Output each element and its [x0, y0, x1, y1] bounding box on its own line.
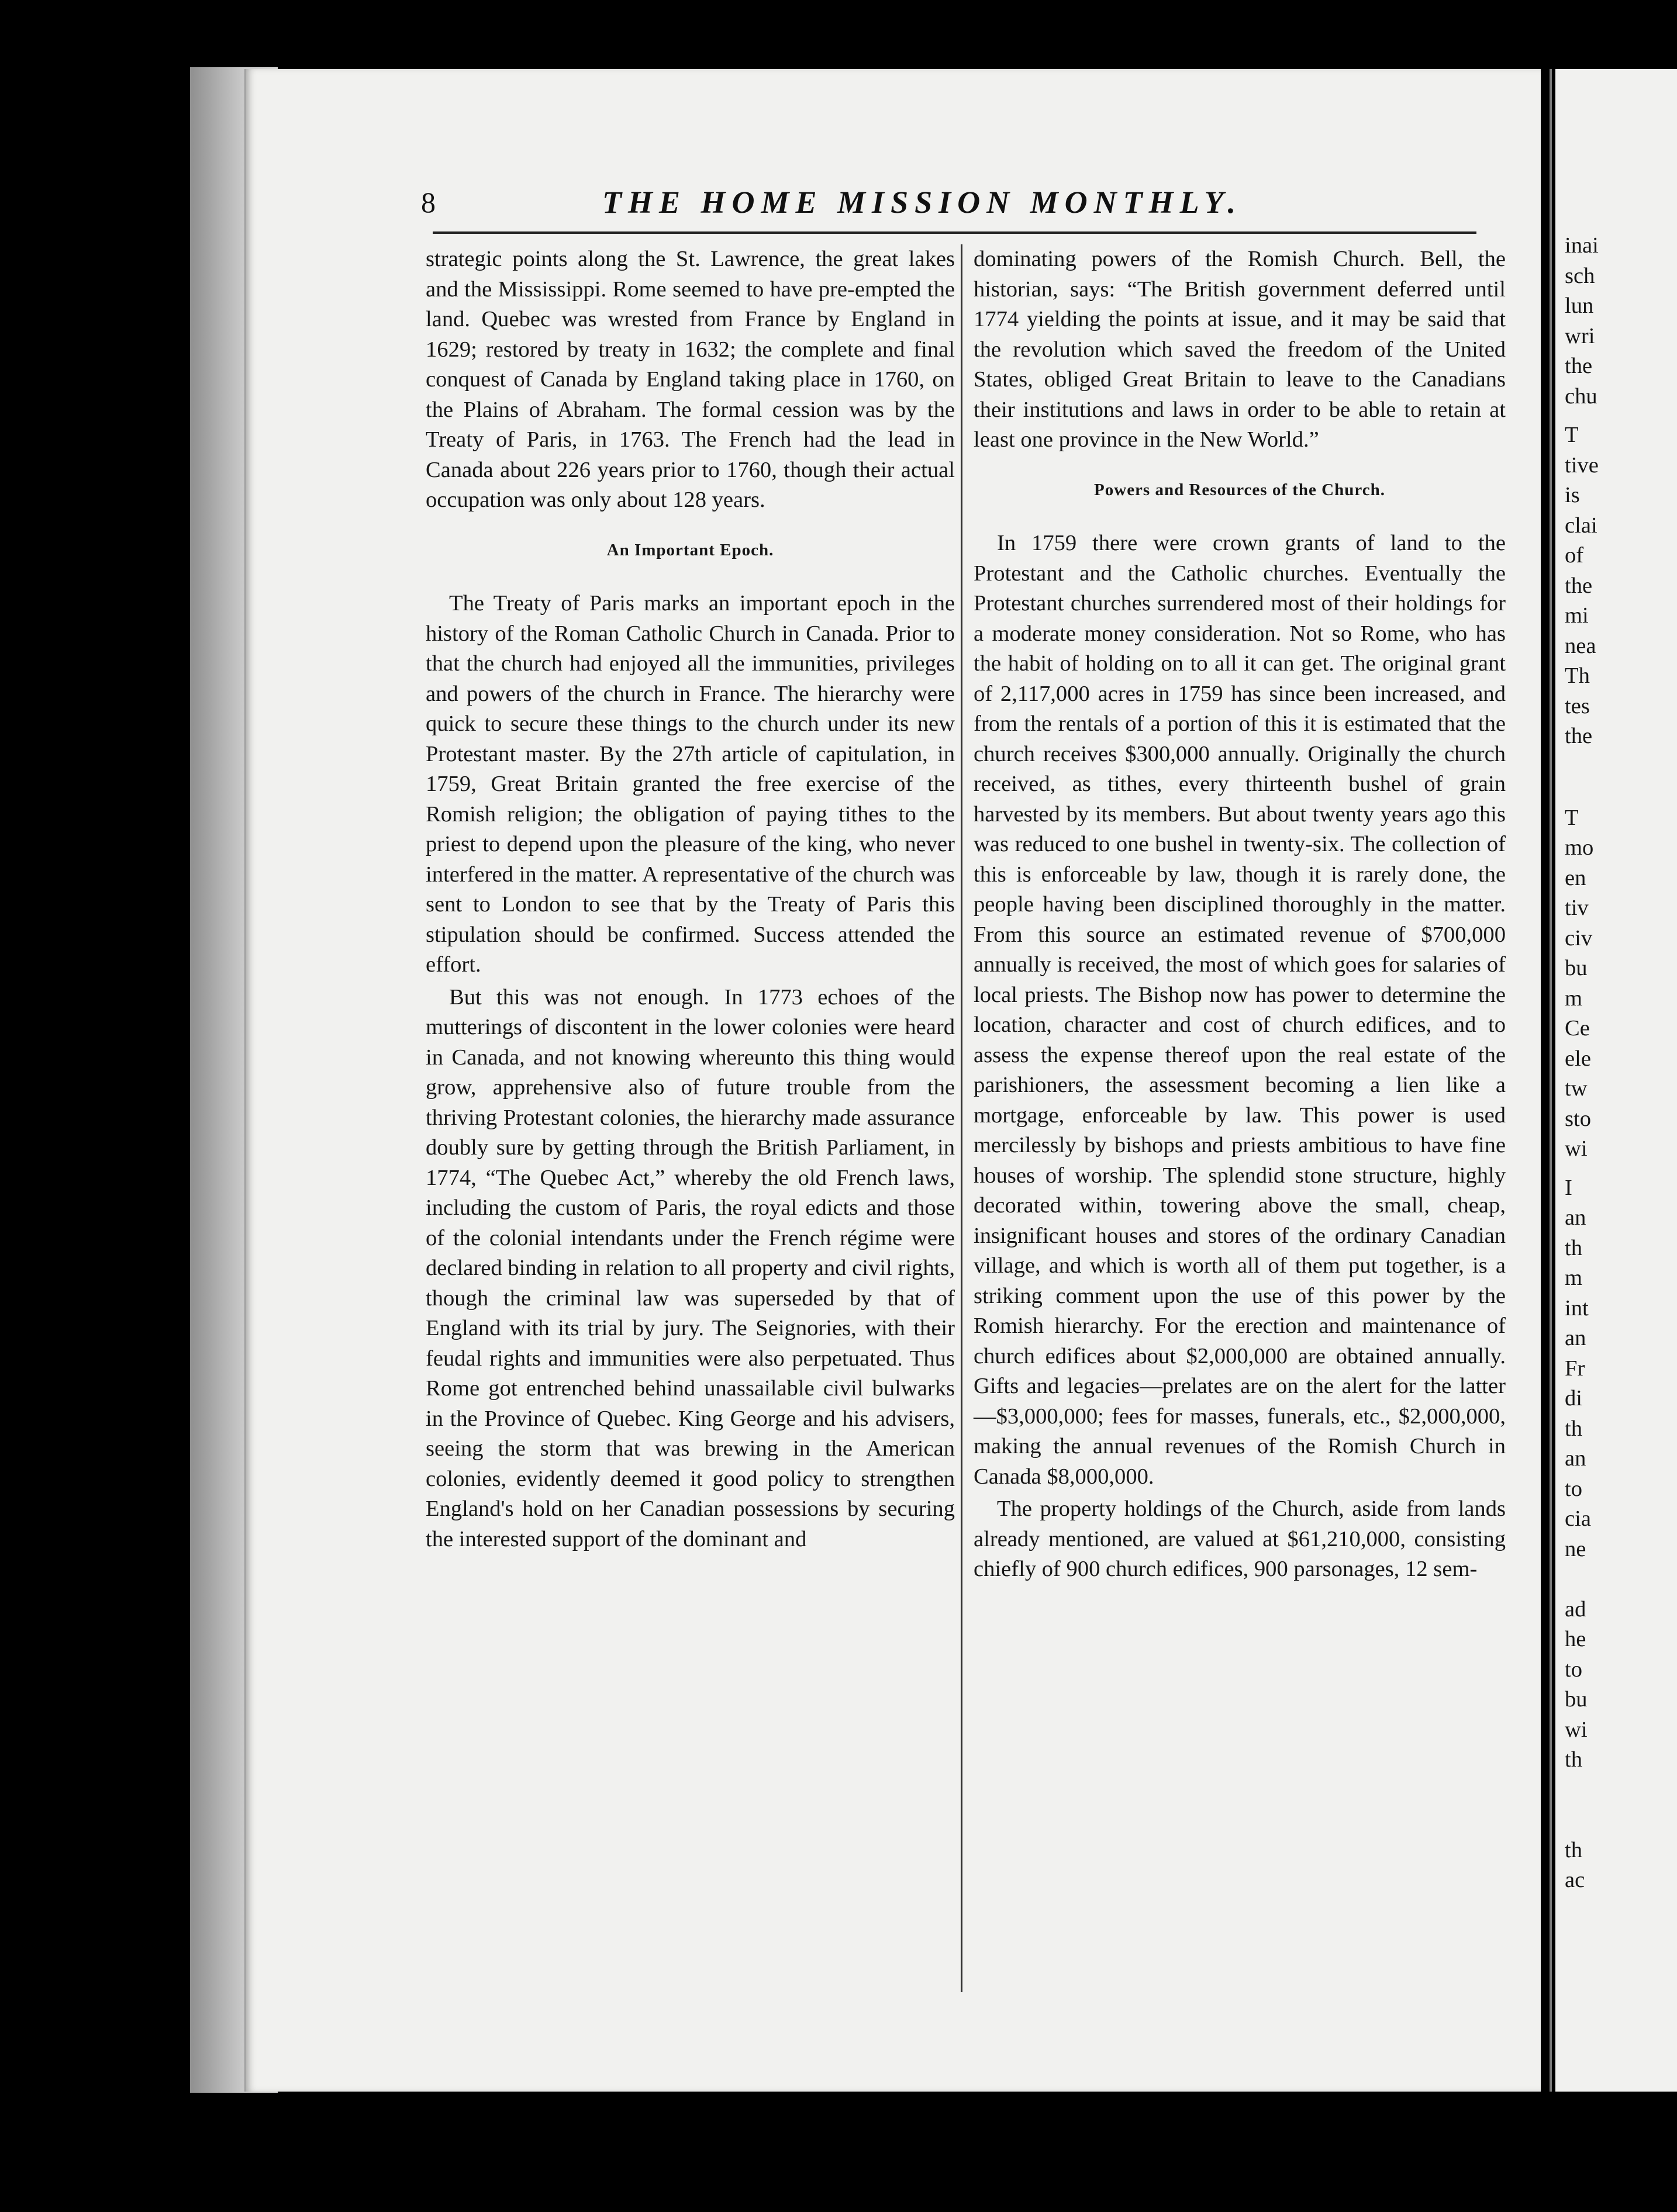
facing-page-fragment: th [1565, 1416, 1583, 1441]
facing-page-fragment: bu [1565, 956, 1588, 980]
paragraph: The Treaty of Paris marks an important epoch in the history of the Roman Catholic Church in Canada. Prior to that the church had enjoyed all the immunities, privileges and powers of the church in France. The hierarchy were quick to secure these things to the church under its new Protestant master. By the 27th article of capitulation, in 1759, Great Britain granted the free exercise of the Romish religion; the obligation of paying tithes to the priest to depend upon the pleasure of the king, who never interfered in the matter. A representative of the church was sent to London to see that by the Treaty of Paris this stipulation should be confirmed. Success attended the effort. [426, 591, 955, 977]
running-header [421, 176, 1474, 229]
facing-page-fragment: sto [1565, 1106, 1592, 1131]
facing-page-fragment: di [1565, 1386, 1583, 1411]
facing-page-fragment: I [1565, 1175, 1572, 1200]
facing-page-fragment: m [1565, 1266, 1583, 1291]
left-column [426, 244, 955, 1557]
paragraph: In 1759 there were crown grants of land to the Protestant and the Catholic churches. Eventually the Protestant churches surrendered most of their holdings for a moderate money consideration. Not so Rome, who has the habit of holding on to all it can get. The original grant of 2,117,000 acres in 1759 has since been increased, and from the rentals of a portion of this it is estimated that the church receives $300,000 annually. Originally the church received, as tithes, every thirteenth bushel of grain harvested by its members. But about twenty years ago this was reduced to one bushel in twenty-six. The collection of this is enforceable by law, though it is rarely done, the people having been disciplined thoroughly in the matter. From this source an estimated revenue of $700,000 annually is received, the most of which goes for salaries of local priests. The Bishop now has power to determine the location, character and cost of church edifices, and to assess the expense thereof upon the real estate of the parishioners, the assessment becoming a lien like a mortgage, enforceable by law. This power is used mercilessly by bishops and priests ambitious to have fine houses of worship. The splendid stone structure, highly decorated within, towering above the small, cheap, insignificant houses and stores of the ordinary Canadian village, and which is worth all of them put together, is a striking comment upon the use of this power by the Romish hierarchy. For the erection and maintenance of church edifices about $2,000,000 are obtained annually. Gifts and legacies—prelates are on the alert for the latter—$3,000,000; fees for masses, funerals, etc., $2,000,000, making the annual revenues of the Romish Church in Canada $8,000,000. [974, 531, 1506, 1489]
facing-page-fragment: ad [1565, 1596, 1586, 1622]
facing-page-fragment: ac [1565, 1868, 1585, 1893]
section-heading: An Important Epoch. [606, 540, 774, 559]
document-page [246, 69, 1541, 2092]
facing-page-fragment: bu [1565, 1687, 1588, 1712]
header-rule [433, 231, 1476, 234]
facing-page-fragment: the [1565, 354, 1593, 378]
facing-page-fragment: he [1565, 1627, 1586, 1652]
facing-page-fragment: en [1565, 865, 1586, 890]
facing-page-fragment: the [1565, 724, 1593, 749]
facing-page-fragment: Ce [1565, 1016, 1590, 1041]
facing-page-fragment: Fr [1565, 1356, 1585, 1381]
facing-page-fragment: wi [1565, 1136, 1588, 1161]
column-divider [961, 244, 962, 1992]
facing-page-fragment: tw [1565, 1076, 1588, 1101]
facing-page-fragment: to [1565, 1657, 1583, 1682]
facing-page-fragment: an [1565, 1205, 1586, 1231]
facing-page-fragment: mo [1565, 835, 1594, 860]
facing-page-fragment: T [1565, 423, 1579, 448]
facing-page-fragment: wri [1565, 323, 1595, 348]
section-heading: Powers and Resources of the Church. [1094, 480, 1385, 499]
page-number: 8 [421, 186, 436, 219]
paragraph: strategic points along the St. Lawrence, the great lakes and the Mississippi. Rome seemed to have pre-empted the land. Quebec was wrested from France by England in 1629; restored by treaty in 1632; the complete and final conquest of Canada by England taking place in 1760, on the Plains of Abraham. The formal cession was by the Treaty of Paris, in 1763. The French had the lead in Canada about 226 years prior to 1760, though their actual occupation was only about 128 years. [426, 247, 955, 512]
paragraph: But this was not enough. In 1773 echoes of the mutterings of discontent in the lower colonies were heard in Canada, and not knowing whereunto this thing would grow, apprehensive also of future trouble from the thriving Protestant colonies, the hierarchy made assurance doubly sure by getting through the British Parliament, in 1774, “The Quebec Act,” whereby the old French laws, including the custom of Paris, the royal edicts and those of the colonial intendants under the French régime were declared binding in relation to all property and civil rights, though the criminal law was superseded by that of England with its trial by jury. The Seignories, with their feudal rights and immunities were also perpetuated. Thus Rome got entrenched behind unassailable civil bulwarks in the Province of Quebec. King George and his advisers, seeing the storm that was brewing in the American colonies, evidently deemed it good policy to strengthen England's hold on her Canadian possessions by securing the interested support of the dominant and [426, 984, 955, 1551]
facing-page-fragment: nea [1565, 633, 1596, 658]
facing-page-fragment: tive [1565, 452, 1599, 478]
facing-page-fragment: clai [1565, 513, 1597, 538]
facing-page-fragment: tes [1565, 693, 1590, 718]
facing-page-fragment: an [1565, 1326, 1586, 1351]
facing-page-fragment: int [1565, 1295, 1589, 1321]
facing-page-fragment: mi [1565, 603, 1589, 628]
facing-page-fragment: th [1565, 1747, 1583, 1772]
facing-page-fragment: T [1565, 805, 1579, 830]
journal-title: THE HOME MISSION MONTHLY. [602, 185, 1243, 220]
facing-page-fragment: an [1565, 1446, 1586, 1471]
facing-page-fragment: ne [1565, 1536, 1586, 1561]
facing-page-fragment: lun [1565, 293, 1594, 318]
paragraph: The property holdings of the Church, aside from lands already mentioned, are valued at $61,210,000, consisting chiefly of 900 church edifices, 900 parsonages, 12 sem- [974, 1496, 1506, 1581]
facing-page-fragment: of [1565, 543, 1584, 568]
facing-page-fragment: Th [1565, 663, 1590, 689]
facing-page-fragment: civ [1565, 925, 1593, 951]
facing-page-fragment: the [1565, 573, 1593, 598]
facing-page-fragment: sch [1565, 263, 1595, 288]
facing-page-fragment: chu [1565, 383, 1597, 409]
facing-page-fragment: tiv [1565, 896, 1589, 920]
facing-page-fragment: is [1565, 483, 1580, 508]
facing-page-fragment: ele [1565, 1046, 1591, 1071]
paragraph: dominating powers of the Romish Church. Bell, the historian, says: “The British government deferred until 1774 yielding the points at issue, and it may be said that the revolution which saved the freedom of the United States, obliged Great Britain to leave to the Canadians their institutions and laws in order to be able to retain at least one province in the New World.” [974, 247, 1506, 452]
facing-page-fragment: inai [1565, 233, 1599, 258]
facing-page-fragment: th [1565, 1837, 1583, 1862]
facing-page-fragment: th [1565, 1235, 1583, 1260]
facing-page-fragment: cia [1565, 1506, 1591, 1532]
facing-page-fragment: to [1565, 1476, 1583, 1501]
right-column [974, 244, 1506, 1587]
facing-page-fragment: wi [1565, 1717, 1588, 1742]
gutter-shadow [1550, 69, 1552, 2092]
facing-page-fragment: m [1565, 986, 1583, 1011]
